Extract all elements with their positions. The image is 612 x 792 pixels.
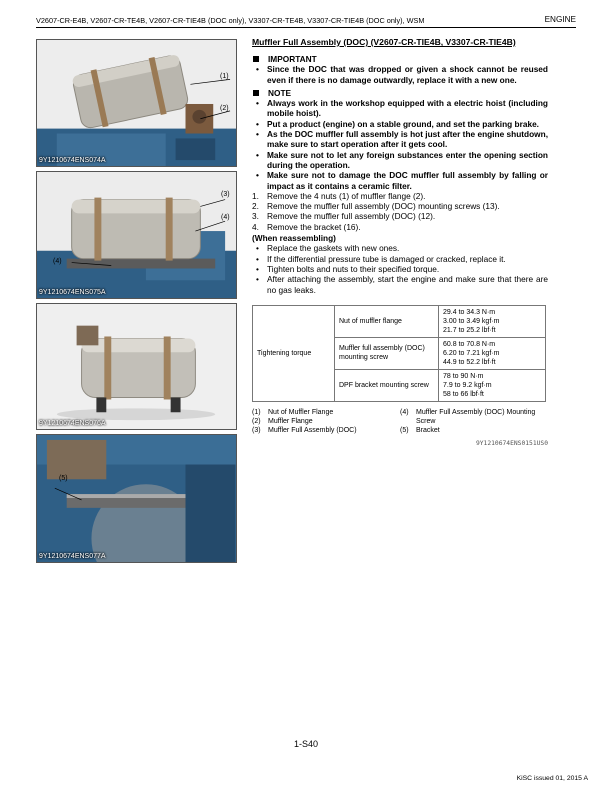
- legend-item: (2) Muffler Flange: [252, 417, 313, 425]
- reassembling-list: [252, 243, 548, 294]
- photo-1-image: [37, 40, 236, 166]
- callout-3: (3): [221, 191, 230, 198]
- note-item: • Always work in the workshop equipped with a electric hoist (including mobile hoist).: [252, 98, 548, 119]
- table-row: [253, 305, 546, 337]
- step-item: 4. Remove the bracket (16).: [252, 221, 361, 232]
- photo-3: [36, 303, 237, 430]
- legend-item: (5) Bracket: [400, 426, 440, 434]
- important-item: • Since the DOC that was dropped or given a shock cannot be reused even if there is no damage outwardly, replace it with a new one.: [252, 64, 548, 85]
- photo-4-code: 9Y1210674ENS077A: [39, 553, 106, 560]
- header-rule: [36, 27, 576, 28]
- note-item: • As the DOC muffler full assembly is hot just after the engine shutdown, make sure to start operation after it gets cool.: [252, 129, 548, 150]
- reassembling-item: • If the differential pressure tube is damaged or cracked, replace it.: [252, 254, 548, 264]
- reassembling-heading: (When reassembling): [252, 233, 336, 244]
- photo-3-code: 9Y1210674ENS076A: [39, 420, 106, 427]
- torque-item: Nut of muffler flange: [335, 305, 439, 337]
- note-item: • Make sure not to damage the DOC muffler full assembly by falling or impact as it contains a ceramic filter.: [252, 170, 548, 191]
- section-code: 9Y1210674ENS0151US0: [475, 439, 548, 447]
- torque-values: 78 to 90 N·m 7.9 to 9.2 kgf·m 58 to 66 lbf·ft: [439, 369, 546, 401]
- photo-2-code: 9Y1210674ENS075A: [39, 289, 106, 296]
- legend-item: (1) Nut of Muffler Flange: [252, 408, 334, 416]
- page-number: 1-S40: [293, 739, 319, 749]
- step-item: 1. Remove the 4 nuts (1) of muffler flange (2).: [252, 190, 426, 201]
- photo-4-image: [37, 435, 236, 562]
- reassembling-item: • Tighten bolts and nuts to their specified torque.: [252, 264, 548, 274]
- note-heading: NOTE: [252, 88, 548, 98]
- photo-4: [36, 434, 237, 563]
- section-title: Muffler Full Assembly (DOC) (V2607-CR-TIE4B, V3307-CR-TIE4B): [252, 37, 516, 47]
- photo-1: [36, 39, 237, 167]
- torque-item: Muffler full assembly (DOC) mounting screw: [335, 337, 439, 369]
- torque-table: [252, 305, 546, 402]
- header-section: ENGINE: [544, 15, 576, 24]
- legend-item: (3) Muffler Full Assembly (DOC): [252, 426, 357, 434]
- callout-5: (5): [59, 475, 68, 482]
- photo-1-code: 9Y1210674ENS074A: [39, 157, 106, 164]
- callout-4-left: (4): [53, 258, 62, 265]
- note-item: • Put a product (engine) on a stable ground, and set the parking brake.: [252, 119, 548, 129]
- callout-1: (1): [220, 73, 229, 80]
- square-bullet-icon: [253, 56, 259, 62]
- parts-legend: [252, 408, 548, 435]
- legend-column-right: [400, 408, 548, 435]
- procedure-steps: [252, 191, 548, 232]
- torque-values: 29.4 to 34.3 N·m 3.00 to 3.49 kgf·m 21.7 to 25.2 lbf·ft: [439, 305, 546, 337]
- torque-values: 60.8 to 70.8 N·m 6.20 to 7.21 kgf·m 44.9 to 52.2 lbf·ft: [439, 337, 546, 369]
- step-item: 3. Remove the muffler full assembly (DOC) (12).: [252, 211, 436, 222]
- callout-4-right: (4): [221, 214, 230, 221]
- legend-item: (4) Muffler Full Assembly (DOC) Mounting Screw: [400, 408, 536, 425]
- callout-2: (2): [220, 105, 229, 112]
- reassembling-item: • Replace the gaskets with new ones.: [252, 243, 548, 253]
- important-list: [252, 64, 548, 85]
- square-bullet-icon: [253, 90, 259, 96]
- note-item: • Make sure not to let any foreign substances enter the opening section during the operation.: [252, 150, 548, 171]
- legend-column-left: [252, 408, 400, 435]
- step-item: 2. Remove the muffler full assembly (DOC) mounting screws (13).: [252, 201, 500, 212]
- reassembling-item: • After attaching the assembly, start the engine and make sure that there are no gas leaks.: [252, 274, 548, 295]
- important-heading: IMPORTANT: [252, 54, 548, 64]
- photo-3-image: [37, 304, 236, 429]
- main-content: [252, 37, 548, 449]
- photo-2-image: [37, 172, 236, 298]
- torque-label: Tightening torque: [253, 305, 335, 401]
- header-models: V2607-CR-E4B, V2607-CR-TE4B, V2607-CR-TIE4B (DOC only), V3307-CR-TE4B, V3307-CR-TIE4B (DOC only), WSM: [36, 16, 425, 25]
- photo-2: [36, 171, 237, 299]
- issue-note: KiSC issued 01, 2015 A: [516, 775, 588, 782]
- torque-item: DPF bracket mounting screw: [335, 369, 439, 401]
- note-list: [252, 98, 548, 191]
